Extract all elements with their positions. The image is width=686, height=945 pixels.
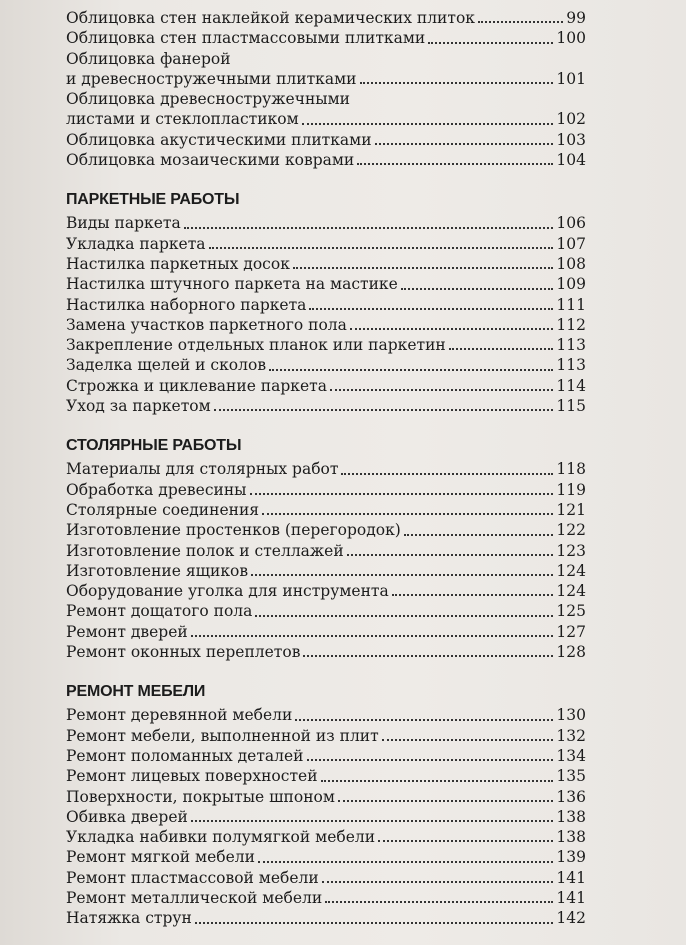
dot-leader <box>478 21 563 23</box>
dot-leader <box>184 227 554 229</box>
dot-leader <box>382 739 554 741</box>
dot-leader <box>338 800 553 802</box>
toc-page-number: 134 <box>556 746 586 765</box>
toc-page-number: 118 <box>556 460 586 479</box>
toc-entry-title: Укладка набивки полумягкой мебели <box>66 828 376 847</box>
dot-leader <box>325 901 553 903</box>
toc-entry-title: Укладка паркета <box>66 234 206 253</box>
dot-leader <box>195 922 554 924</box>
toc-entry-title: Ремонт мебели, выполненной из плит <box>66 726 379 745</box>
toc-page-number: 106 <box>556 214 586 233</box>
toc-page-number: 130 <box>556 706 586 725</box>
toc-entry <box>66 234 586 254</box>
toc-entry-title: и древесностружечными плитками <box>66 69 357 88</box>
dot-leader <box>309 308 553 310</box>
toc-page-number: 136 <box>556 787 586 806</box>
dot-leader <box>330 389 553 391</box>
toc-entry-title-line <box>66 49 586 69</box>
dot-leader <box>341 473 553 475</box>
toc-page-number: 108 <box>556 254 586 273</box>
toc-entry <box>66 642 586 662</box>
toc-entry <box>66 8 586 28</box>
toc-entry-title: Ремонт деревянной мебели <box>66 706 293 725</box>
toc-entry-title: Ремонт лицевых поверхностей <box>66 767 318 786</box>
toc-entry-title: Изготовление ящиков <box>66 561 249 580</box>
toc-page-number: 112 <box>556 315 586 334</box>
dot-leader <box>428 42 553 44</box>
dot-leader <box>378 840 553 842</box>
toc-page-number: 113 <box>556 336 586 355</box>
toc-entry <box>66 705 586 725</box>
toc-section <box>66 682 586 928</box>
toc-entry <box>66 847 586 867</box>
toc-entry-title: Ремонт пластмассовой мебели <box>66 868 319 887</box>
toc-page-number: 113 <box>556 356 586 375</box>
toc-entry-title: Настилка паркетных досок <box>66 254 290 273</box>
toc-page-number: 121 <box>556 500 586 519</box>
toc-entry <box>66 295 586 315</box>
toc-entry <box>66 376 586 396</box>
table-of-contents <box>66 8 586 929</box>
dot-leader <box>302 123 554 125</box>
toc-entry-title: Настилка штучного паркета на мастике <box>66 275 398 294</box>
toc-entry <box>66 888 586 908</box>
toc-page-number: 139 <box>556 848 586 867</box>
toc-entry <box>66 315 586 335</box>
toc-entry-title-part: Облицовка фанерой <box>66 49 231 68</box>
toc-entry <box>66 28 586 48</box>
toc-entry <box>66 130 586 150</box>
dot-leader <box>269 369 553 371</box>
toc-page-number: 127 <box>556 622 586 641</box>
dot-leader <box>295 719 553 721</box>
toc-entry-title: Ремонт дощатого пола <box>66 602 253 621</box>
toc-entry <box>66 459 586 479</box>
toc-page-number: 99 <box>566 9 586 27</box>
toc-entry-title: Ремонт металлической мебели <box>66 888 323 907</box>
toc-entry-title: Закрепление отдельных планок или паркетин <box>66 336 446 355</box>
toc-page-number: 100 <box>556 29 586 48</box>
toc-entry-title: Облицовка стен пластмассовыми плитками <box>66 29 426 48</box>
dot-leader <box>360 82 554 84</box>
dot-leader <box>307 759 554 761</box>
toc-section <box>66 8 586 170</box>
toc-entry <box>66 254 586 274</box>
toc-entry-title: Оборудование уголка для инструмента <box>66 582 389 601</box>
toc-page-number: 111 <box>556 295 586 314</box>
section-heading: РЕМОНТ МЕБЕЛИ <box>66 683 206 701</box>
toc-entry <box>66 868 586 888</box>
dot-leader <box>214 409 554 411</box>
toc-section <box>66 436 586 662</box>
dot-leader <box>293 267 554 269</box>
toc-page-number: 114 <box>556 376 586 395</box>
toc-entry-title: Виды паркета <box>66 214 181 233</box>
toc-entry-title: Поверхности, покрытые шпоном <box>66 787 335 806</box>
toc-entry-title: Изготовление простенков (перегородок) <box>66 521 401 540</box>
dot-leader <box>404 534 554 536</box>
toc-page-number: 109 <box>556 275 586 294</box>
dot-leader <box>392 594 554 596</box>
toc-page-number: 102 <box>556 110 586 129</box>
dot-leader <box>209 247 554 249</box>
dot-leader <box>258 861 553 863</box>
toc-entry-title: листами и стеклопластиком <box>66 110 299 129</box>
toc-page-number: 141 <box>556 888 586 907</box>
dot-leader <box>322 881 554 883</box>
toc-page-number: 128 <box>556 643 586 662</box>
toc-entry-title: Изготовление полок и стеллажей <box>66 541 344 560</box>
toc-entry <box>66 500 586 520</box>
toc-entry <box>66 787 586 807</box>
toc-page-number: 123 <box>556 541 586 560</box>
toc-page-number: 124 <box>556 561 586 580</box>
toc-entry-title: Уход за паркетом <box>66 397 211 416</box>
toc-entry <box>66 581 586 601</box>
section-heading: ПАРКЕТНЫЕ РАБОТЫ <box>66 191 240 209</box>
toc-page-number: 104 <box>556 151 586 170</box>
toc-entry-title: Строжка и циклевание паркета <box>66 376 327 395</box>
toc-entry-title: Ремонт поломанных деталей <box>66 746 304 765</box>
toc-entry <box>66 480 586 500</box>
toc-page-number: 125 <box>556 602 586 621</box>
toc-entry <box>66 726 586 746</box>
toc-entry <box>66 601 586 621</box>
dot-leader <box>255 615 553 617</box>
section-heading: СТОЛЯРНЫЕ РАБОТЫ <box>66 437 242 455</box>
toc-page-number: 107 <box>556 234 586 253</box>
toc-entry <box>66 520 586 540</box>
toc-entry-title: Настилка наборного паркета <box>66 295 307 314</box>
toc-entry <box>66 109 586 129</box>
toc-page-number: 115 <box>556 397 586 416</box>
toc-entry-title: Облицовка стен наклейкой керамических плиток <box>66 9 475 27</box>
toc-entry-title: Ремонт мягкой мебели <box>66 848 255 867</box>
toc-entry <box>66 335 586 355</box>
dot-leader <box>191 635 554 637</box>
toc-entry-title: Обработка древесины <box>66 480 247 499</box>
dot-leader <box>449 348 554 350</box>
toc-section <box>66 190 586 416</box>
toc-entry-title: Ремонт дверей <box>66 622 188 641</box>
toc-entry-title: Натяжка струн <box>66 909 192 928</box>
toc-entry-title-part: Облицовка древесностружечными <box>66 90 351 109</box>
dot-leader <box>375 143 554 145</box>
toc-entry <box>66 561 586 581</box>
dot-leader <box>350 328 554 330</box>
dot-leader <box>357 163 553 165</box>
toc-entry <box>66 541 586 561</box>
toc-page-number: 103 <box>556 130 586 149</box>
toc-page-number: 124 <box>556 582 586 601</box>
toc-entry <box>66 213 586 233</box>
toc-entry <box>66 274 586 294</box>
toc-entry-title: Ремонт оконных переплетов <box>66 643 301 662</box>
dot-leader <box>191 820 554 822</box>
toc-page-number: 142 <box>556 909 586 928</box>
dot-leader <box>262 513 553 515</box>
toc-page-number: 138 <box>556 807 586 826</box>
toc-entry-title: Обивка дверей <box>66 807 188 826</box>
dot-leader <box>251 574 553 576</box>
dot-leader <box>347 554 554 556</box>
toc-entry <box>66 766 586 786</box>
toc-entry-title: Облицовка акустическими плитками <box>66 130 372 149</box>
toc-page-number: 122 <box>556 521 586 540</box>
toc-page-number: 138 <box>556 828 586 847</box>
toc-entry-title: Облицовка мозаическими коврами <box>66 151 355 170</box>
dot-leader <box>303 655 553 657</box>
dot-leader <box>321 780 554 782</box>
toc-entry <box>66 908 586 928</box>
toc-page-number: 135 <box>556 767 586 786</box>
toc-entry-title-line <box>66 89 586 109</box>
toc-entry <box>66 355 586 375</box>
toc-entry-title: Материалы для столярных работ <box>66 460 339 479</box>
toc-entry <box>66 622 586 642</box>
toc-entry <box>66 746 586 766</box>
toc-entry-title: Замена участков паркетного пола <box>66 315 347 334</box>
toc-page-number: 119 <box>556 480 586 499</box>
toc-entry-title: Заделка щелей и сколов <box>66 356 267 375</box>
toc-entry <box>66 69 586 89</box>
toc-entry <box>66 807 586 827</box>
toc-entry <box>66 396 586 416</box>
toc-entry-title: Столярные соединения <box>66 500 260 519</box>
toc-page-number: 141 <box>556 868 586 887</box>
dot-leader <box>250 493 554 495</box>
toc-entry <box>66 827 586 847</box>
toc-page-number: 101 <box>556 69 586 88</box>
toc-entry <box>66 150 586 170</box>
toc-page-number: 132 <box>556 726 586 745</box>
dot-leader <box>401 288 554 290</box>
